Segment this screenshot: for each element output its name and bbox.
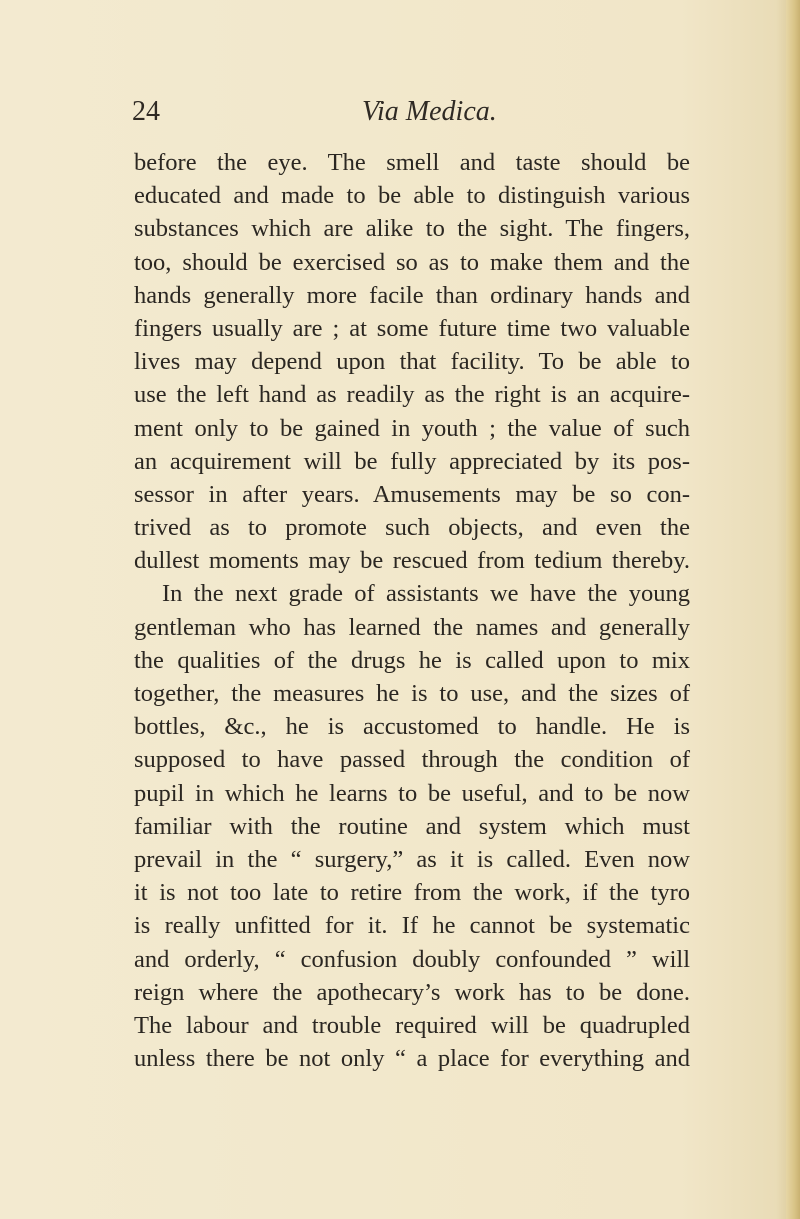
text-line: is really unfitted for it. If he cannot be systematic: [134, 912, 690, 940]
page-edge: [786, 0, 800, 1219]
text-line: sessor in after years. Amusements may be so con-: [134, 480, 690, 508]
text-line: and orderly, “ confusion doubly confounded ” will: [134, 945, 690, 973]
running-title: Via Medica.: [362, 96, 497, 127]
text-line: use the left hand as readily as the right is an acquire-: [134, 381, 690, 409]
text-line: bottles, &c., he is accustomed to handle. He is: [134, 713, 690, 741]
text-line: together, the measures he is to use, and the sizes of: [134, 680, 690, 707]
text-line: pupil in which he learns to be useful, and to be now: [134, 779, 690, 807]
text-line: too, should be exercised so as to make them and the: [134, 248, 690, 276]
page-number: 24: [132, 96, 160, 127]
text-line: reign where the apothecary’s work has to be done.: [134, 978, 690, 1006]
text-line: before the eye. The smell and taste should be: [134, 149, 690, 176]
text-line: dullest moments may be rescued from tedium thereby.: [134, 547, 690, 575]
body-text: [134, 146, 690, 1075]
text-line: it is not too late to retire from the work, if the tyro: [134, 879, 690, 907]
text-line: trived as to promote such objects, and even the: [134, 514, 690, 542]
text-line: unless there be not only “ a place for everything and: [134, 1045, 690, 1073]
running-head: [132, 92, 692, 132]
text-line: the qualities of the drugs he is called upon to mix: [134, 646, 690, 674]
text-line: supposed to have passed through the condition of: [134, 746, 690, 774]
paragraph-start-line: In the next grade of assistants we have the young: [162, 580, 690, 608]
text-line: prevail in the “ surgery,” as it is called. Even now: [134, 845, 690, 873]
text-line: gentleman who has learned the names and generally: [134, 613, 690, 641]
text-line: lives may depend upon that facility. To be able to: [134, 348, 690, 376]
text-line: ment only to be gained in youth ; the value of such: [134, 414, 690, 442]
text-line: hands generally more facile than ordinary hands and: [134, 281, 690, 309]
text-line: familiar with the routine and system which must: [134, 812, 690, 840]
text-line: an acquirement will be fully appreciated by its pos-: [134, 447, 690, 475]
text-line: educated and made to be able to distinguish various: [134, 182, 690, 210]
text-line: The labour and trouble required will be quadrupled: [134, 1011, 690, 1039]
text-line: substances which are alike to the sight. The fingers,: [134, 215, 690, 243]
text-line: fingers usually are ; at some future time two valuable: [134, 314, 690, 342]
